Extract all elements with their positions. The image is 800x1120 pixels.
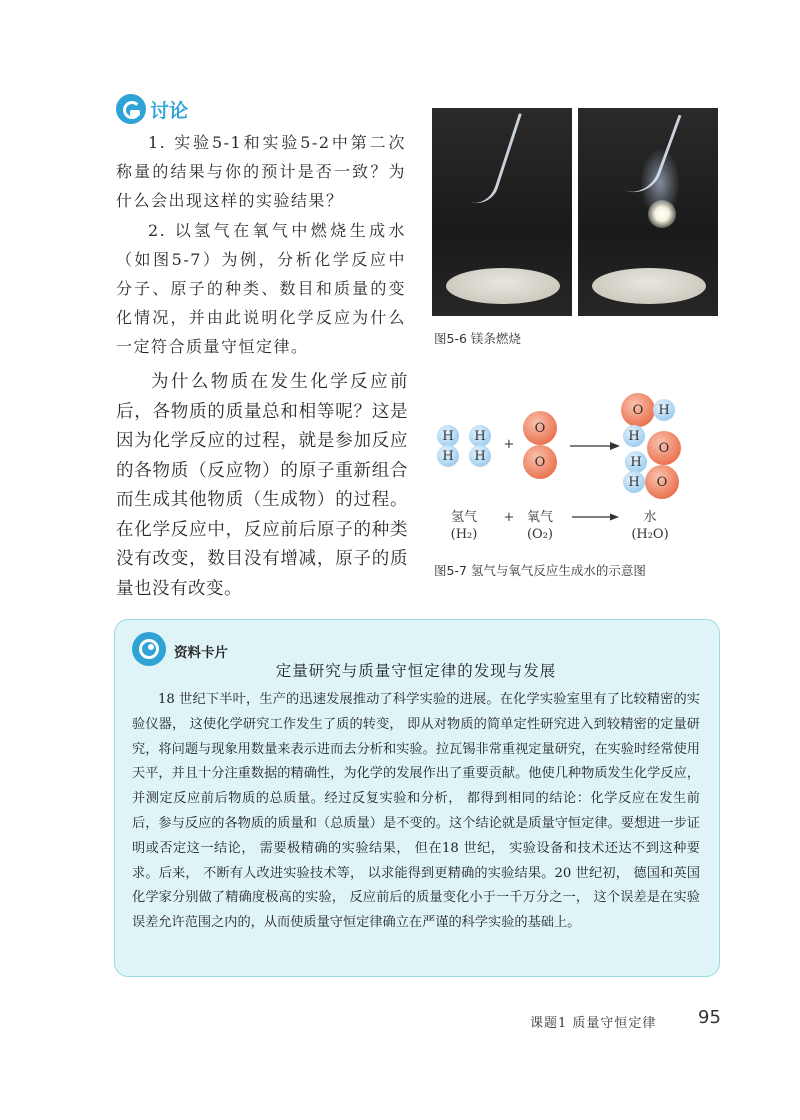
magnesium-before-photo (432, 108, 572, 316)
figure-5-6-caption: 图5-6 镁条燃烧 (434, 331, 521, 346)
discussion-question-2: 2. 以氢气在氧气中燃烧生成水（如图5-7）为例，分析化学反应中分子、原子的种类、数目和质量的变化情况，并由此说明化学反应为什么一定符合质量守恒定律。 (116, 221, 406, 356)
svg-text:O: O (656, 475, 668, 490)
label-arrow (572, 514, 619, 521)
info-card-title: 定量研究与质量守恒定律的发现与发展 (275, 662, 557, 680)
label-plus: + (503, 510, 515, 525)
hydrogen-molecules (437, 425, 491, 467)
water-formula: (H₂O) (631, 527, 669, 542)
info-card-label: 资料卡片 (174, 645, 228, 661)
oxygen-formula: (O₂) (526, 527, 554, 542)
lesson-label: 课题1 质量守恒定律 (530, 1016, 657, 1031)
oxygen-molecule (523, 411, 557, 479)
figure-5-7-caption: 图5-7 氢气与氧气反应生成水的示意图 (434, 563, 646, 578)
discussion-title: 讨论 (150, 100, 189, 122)
svg-text:H: H (628, 429, 640, 444)
oxygen-name: 氧气 (526, 510, 554, 525)
svg-text:H: H (474, 429, 486, 444)
svg-text:H: H (442, 449, 454, 464)
water-name: 水 (643, 510, 657, 525)
reaction-arrow (570, 442, 620, 450)
hydrogen-name: 氢气 (450, 510, 478, 525)
svg-text:O: O (658, 441, 670, 456)
plus-sign: + (503, 437, 515, 452)
svg-text:H: H (630, 455, 642, 470)
svg-text:H: H (658, 403, 670, 418)
svg-text:H: H (628, 475, 640, 490)
hydrogen-formula: (H₂) (450, 527, 478, 542)
page-number: 95 (698, 1007, 721, 1028)
svg-text:O: O (534, 421, 546, 436)
magnesium-burning-photo (578, 108, 718, 316)
svg-text:H: H (442, 429, 454, 444)
water-molecules (621, 393, 681, 499)
discussion-question-1: 1. 实验5-1和实验5-2中第二次称量的结果与你的预计是否一致？为什么会出现这样的实验结果？ (116, 133, 406, 210)
discussion-icon (116, 94, 146, 124)
reaction-diagram (430, 390, 710, 550)
info-card-body: 18 世纪下半叶，生产的迅速发展推动了科学实验的进展。在化学实验室里有了比较精密的实验仪器， 这使化学研究工作发生了质的转变， 即从对物质的简单定性研究进入到较精密的定量研究，将问题与现象用数量来表示进而去分析和实验。拉瓦锡非常重视定量研究，在实验时经常使用天平，并且十分注重数据的精确性，为化学的发展作出了重要贡献。他使几种物质发生化学反应， 并测定反应前后物质的总质量。经过反复实验和分析， 都得到相同的结论：化学反应在发生前后，参与反应的各物质的质量和（总质量）是不变的。这个结论就是质量守恒定律。要想进一步证明或否定这一结论， 需要极精确的实验结果， 但在18 世纪， 实验设备和技术还达不到这种要求。后来， 不断有人改进实验技术等， 以求能得到更精确的实验结果。20 世纪初， 德国和英国化学家分别做了精确度极高的实验， 反应前后的质量变化小于一千万分之一， 这个误差是在实验误差允许范围之内的，从而使质量守恒定律确立在严谨的科学实验的基础上。 (132, 692, 700, 931)
svg-text:O: O (534, 455, 546, 470)
svg-text:O: O (632, 403, 644, 418)
svg-text:H: H (474, 449, 486, 464)
main-paragraph: 为什么物质在发生化学反应前后，各物质的质量总和相等呢？这是因为化学反应的过程，就是参加反应的各物质（反应物）的原子重新组合而生成其他物质（生成物）的过程。在化学反应中，反应前后原子的种类没有改变，数目没有增减，原子的质量也没有改变。 (116, 372, 408, 599)
